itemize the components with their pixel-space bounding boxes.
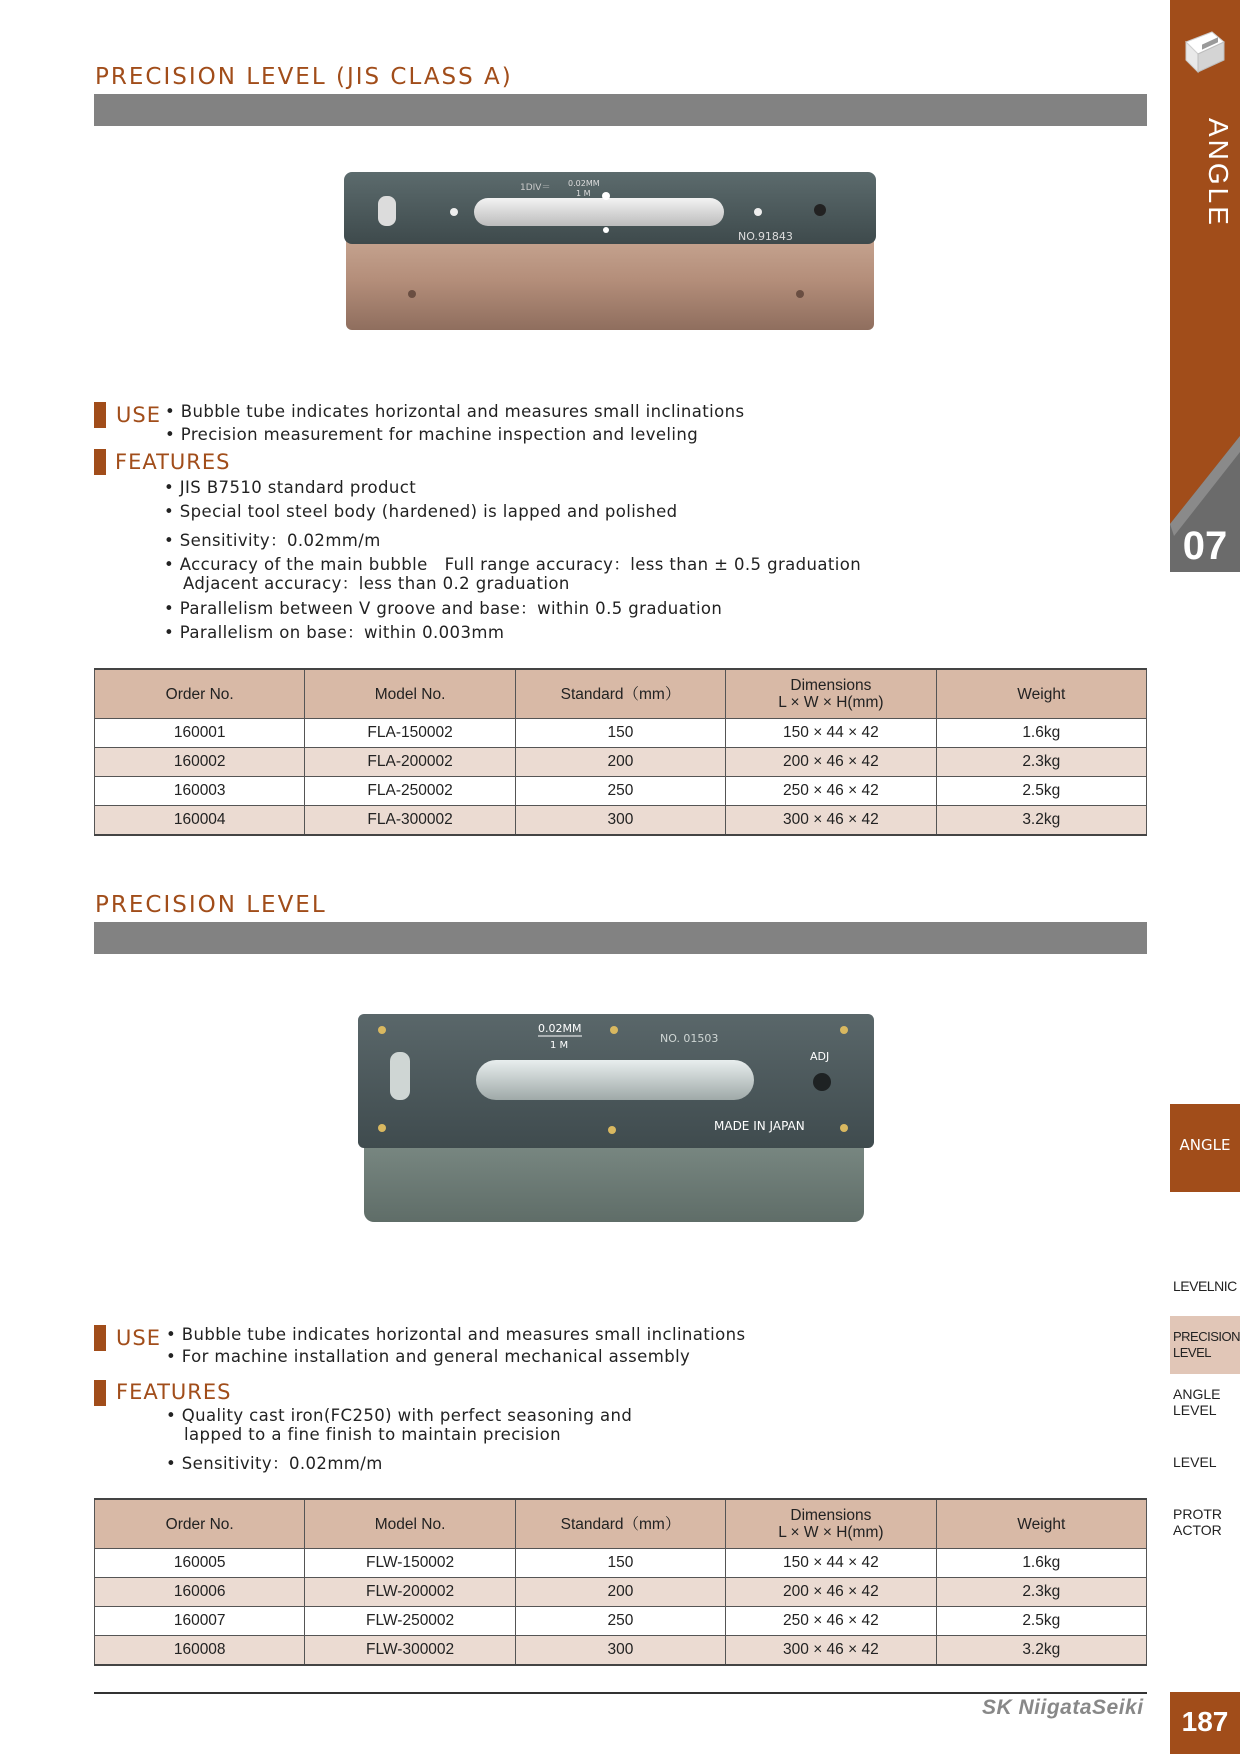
table-row <box>95 1607 1147 1636</box>
col-standard: Standard（mm） <box>515 669 725 719</box>
cell-standard: 200 <box>515 748 725 777</box>
table-row <box>95 748 1147 777</box>
cell-standard: 200 <box>515 1578 725 1607</box>
cell-model-no: FLW-250002 <box>305 1607 515 1636</box>
sidebar-category-label: ANGLE <box>1179 1136 1231 1154</box>
table-header-row <box>95 669 1147 719</box>
svg-text:ADJ: ADJ <box>810 1050 830 1063</box>
use-label: USE <box>116 403 161 427</box>
page-number: 187 <box>1181 1706 1229 1737</box>
cell-dimensions: 300 × 46 × 42 <box>726 806 936 836</box>
cell-dimensions: 200 × 46 × 42 <box>726 1578 936 1607</box>
feature-item: • Accuracy of the main bubble Full range accuracy：less than ± 0.5 graduation <box>164 555 862 574</box>
section-divider-bar <box>94 922 1147 954</box>
use-item: • Bubble tube indicates horizontal and measures small inclinations <box>165 402 745 421</box>
cell-dimensions: 200 × 46 × 42 <box>726 748 936 777</box>
cell-model-no: FLW-200002 <box>305 1578 515 1607</box>
cell-dimensions: 150 × 44 × 42 <box>726 1549 936 1578</box>
use-item: • For machine installation and general mechanical assembly <box>166 1347 691 1366</box>
sidebar-item-levelnic[interactable]: LEVELNIC <box>1173 1278 1237 1294</box>
cell-weight: 2.3kg <box>936 748 1146 777</box>
cell-standard: 300 <box>515 1636 725 1666</box>
col-dimensions: Dimensions L × W × H(mm) <box>726 1499 936 1549</box>
feature-item: • Special tool steel body (hardened) is lapped and polished <box>164 502 678 521</box>
cell-dimensions: 150 × 44 × 42 <box>726 719 936 748</box>
cell-standard: 250 <box>515 777 725 806</box>
use-item: • Bubble tube indicates horizontal and measures small inclinations <box>166 1325 746 1344</box>
cell-weight: 3.2kg <box>936 806 1146 836</box>
use-label: USE <box>116 1326 161 1350</box>
cell-order-no: 160007 <box>95 1607 305 1636</box>
cell-model-no: FLA-200002 <box>305 748 515 777</box>
chapter-category-label: ANGLE <box>1203 118 1234 228</box>
level-tool-icon <box>1182 28 1228 78</box>
col-model-no: Model No. <box>305 1499 515 1549</box>
feature-item: • Quality cast iron(FC250) with perfect seasoning and <box>166 1406 633 1425</box>
cell-weight: 2.5kg <box>936 777 1146 806</box>
cell-order-no: 160008 <box>95 1636 305 1666</box>
sidebar-item-precision-level[interactable]: PRECISION LEVEL <box>1173 1329 1240 1360</box>
cell-model-no: FLA-250002 <box>305 777 515 806</box>
table-row <box>95 806 1147 836</box>
cell-weight: 1.6kg <box>936 1549 1146 1578</box>
feature-item: • Parallelism between V groove and base：within 0.5 graduation <box>164 599 723 618</box>
precision-level-jis-image <box>340 160 880 340</box>
sidebar-item-level[interactable]: LEVEL <box>1173 1454 1217 1470</box>
cell-weight: 3.2kg <box>936 1636 1146 1666</box>
sidebar-category-tab[interactable] <box>1170 1104 1240 1192</box>
cell-standard: 300 <box>515 806 725 836</box>
svg-text:NO. 01503: NO. 01503 <box>660 1032 719 1045</box>
cell-dimensions: 250 × 46 × 42 <box>726 777 936 806</box>
feature-item: • Sensitivity：0.02mm/m <box>166 1454 383 1473</box>
svg-text:1DIV＝: 1DIV＝ <box>520 183 551 193</box>
spec-table-jis <box>94 668 1147 836</box>
col-weight: Weight <box>936 1499 1146 1549</box>
col-standard: Standard（mm） <box>515 1499 725 1549</box>
feature-item: • Parallelism on base：within 0.003mm <box>164 623 505 642</box>
col-order-no: Order No. <box>95 669 305 719</box>
section-title-jis-class-a: PRECISION LEVEL (JIS CLASS A) <box>95 64 513 90</box>
features-label: FEATURES <box>115 450 231 474</box>
cell-dimensions: 300 × 46 × 42 <box>726 1636 936 1666</box>
footer-rule <box>94 1692 1147 1694</box>
use-marker <box>94 402 106 428</box>
use-marker <box>94 1325 106 1351</box>
svg-text:NO.91843: NO.91843 <box>738 230 793 243</box>
cell-order-no: 160005 <box>95 1549 305 1578</box>
table-row <box>95 1636 1147 1666</box>
chapter-tab <box>1170 0 1240 572</box>
precision-level-image <box>350 1004 880 1232</box>
features-marker <box>94 1380 106 1406</box>
cell-model-no: FLW-300002 <box>305 1636 515 1666</box>
col-order-no: Order No. <box>95 1499 305 1549</box>
feature-item: • JIS B7510 standard product <box>164 478 417 497</box>
section-title-precision-level: PRECISION LEVEL <box>95 892 327 918</box>
col-weight: Weight <box>936 669 1146 719</box>
table-row <box>95 1578 1147 1607</box>
svg-text:0.02MM: 0.02MM <box>568 179 600 188</box>
brand-logo: SK NiigataSeiki <box>982 1696 1144 1719</box>
cell-order-no: 160003 <box>95 777 305 806</box>
table-row <box>95 1549 1147 1578</box>
svg-text:1 M: 1 M <box>550 1040 569 1051</box>
use-item: • Precision measurement for machine inspection and leveling <box>165 425 699 444</box>
cell-weight: 2.5kg <box>936 1607 1146 1636</box>
table-row <box>95 719 1147 748</box>
chapter-tab-shape <box>1170 0 1240 572</box>
cell-standard: 150 <box>515 719 725 748</box>
sidebar-item-angle-level[interactable]: ANGLE LEVEL <box>1173 1386 1221 1418</box>
col-model-no: Model No. <box>305 669 515 719</box>
cell-model-no: FLA-150002 <box>305 719 515 748</box>
spec-table-standard <box>94 1498 1147 1666</box>
section-divider-bar <box>94 94 1147 126</box>
cell-weight: 2.3kg <box>936 1578 1146 1607</box>
feature-item: Adjacent accuracy：less than 0.2 graduation <box>183 574 570 593</box>
cell-dimensions: 250 × 46 × 42 <box>726 1607 936 1636</box>
sidebar-item-protractor[interactable]: PROTRACTOR <box>1173 1506 1222 1538</box>
features-marker <box>94 449 106 475</box>
table-row <box>95 777 1147 806</box>
cell-weight: 1.6kg <box>936 719 1146 748</box>
page-number-box <box>1170 1692 1240 1754</box>
cell-order-no: 160006 <box>95 1578 305 1607</box>
features-label: FEATURES <box>116 1380 232 1404</box>
cell-model-no: FLA-300002 <box>305 806 515 836</box>
feature-item: • Sensitivity：0.02mm/m <box>164 531 381 550</box>
cell-order-no: 160002 <box>95 748 305 777</box>
cell-model-no: FLW-150002 <box>305 1549 515 1578</box>
svg-text:MADE IN JAPAN: MADE IN JAPAN <box>714 1119 805 1133</box>
chapter-number: 07 <box>1182 524 1228 568</box>
table-header-row <box>95 1499 1147 1549</box>
cell-order-no: 160004 <box>95 806 305 836</box>
svg-text:1 M: 1 M <box>576 189 591 198</box>
cell-standard: 150 <box>515 1549 725 1578</box>
col-dimensions: Dimensions L × W × H(mm) <box>726 669 936 719</box>
svg-text:0.02MM: 0.02MM <box>538 1022 582 1035</box>
feature-item: lapped to a fine finish to maintain precision <box>184 1425 561 1444</box>
cell-standard: 250 <box>515 1607 725 1636</box>
cell-order-no: 160001 <box>95 719 305 748</box>
